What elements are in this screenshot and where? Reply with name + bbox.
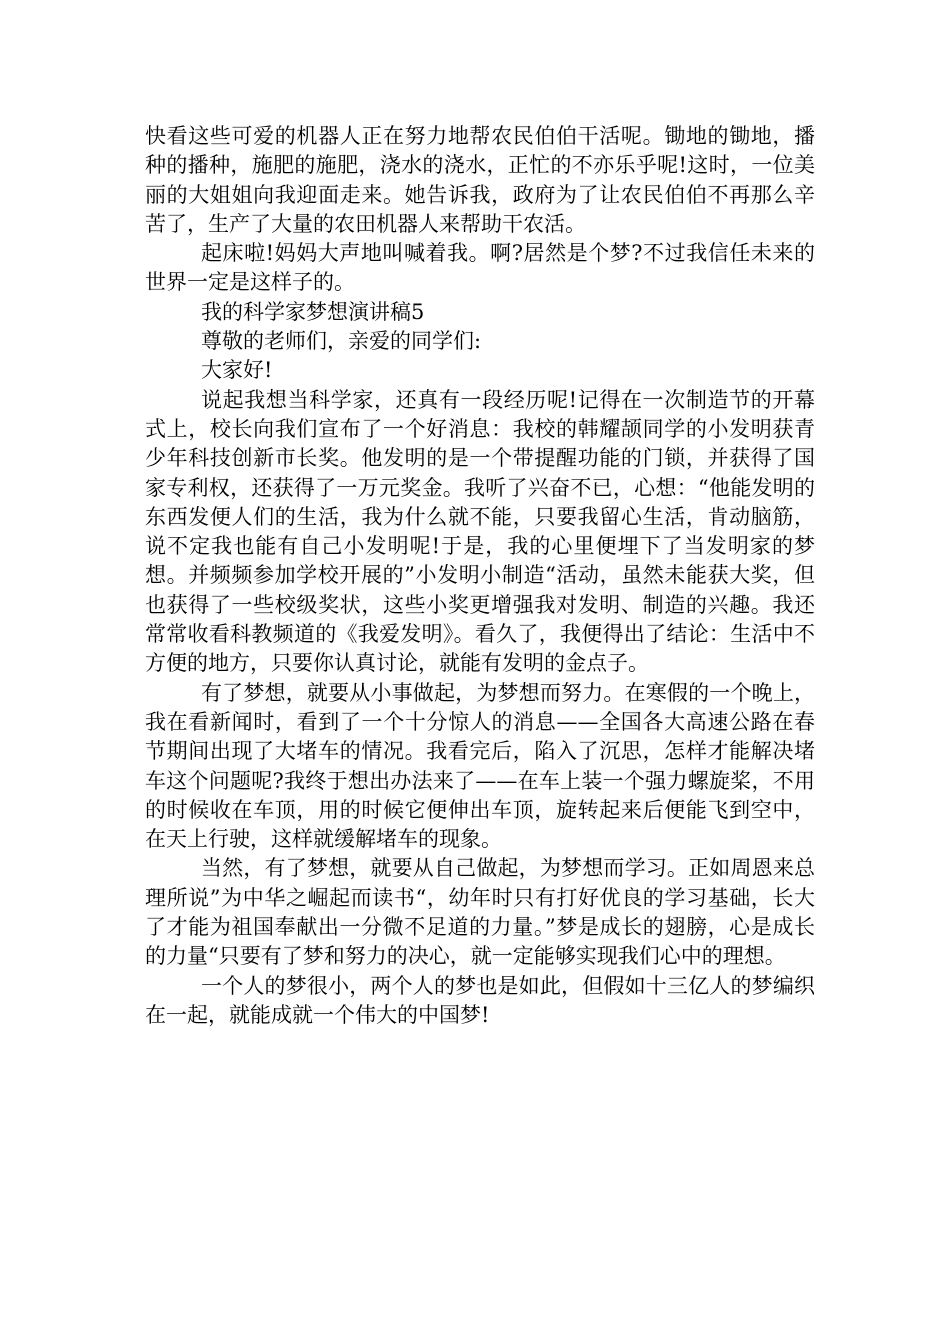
salutation: 尊敬的老师们，亲爱的同学们: [201,329,482,354]
paragraph-2: 起床啦!妈妈大声地叫喊着我。啊?居然是个梦?不过我信任未来的世界一定是这样子的。 [145,241,815,295]
paragraph-9: 一个人的梦很小，两个人的梦也是如此，但假如十三亿人的梦编织在一起，就能成就一个伟大的中国梦! [145,973,815,1027]
paragraph-8: 当然，有了梦想，就要从自己做起，为梦想而学习。正如周恩来总理所说”为中华之崛起而读书“，幼年时只有打好优良的学习基础，长大了才能为祖国奉献出一分微不足道的力量。”梦是成长的翅膀，心是成长的力量“只要有了梦和努力的决心，就一定能够实现我们心中的理想。 [145,856,815,969]
paragraph-6: 说起我想当科学家，还真有一段经历呢!记得在一次制造节的开幕式上，校长向我们宣布了一个好消息：我校的韩耀颉同学的小发明获青少年科技创新市长奖。他发明的是一个带提醒功能的门锁，并获得了国家专利权，还获得了一万元奖金。我听了兴奋不已，心想：“他能发明的东西发便人们的生活，我为什么就不能，只要我留心生活，肯动脑筋，说不定我也能有自己小发明呢!于是，我的心里便埋下了当发明家的梦想。并频频参加学校开展的”小发明小制造“活动，虽然未能获大奖，但也获得了一些校级奖状，这些小奖更增强我对发明、制造的兴趣。我还常常收看科教频道的《我爱发明》。看久了，我便得出了结论：生活中不方便的地方，只要你认真讨论，就能有发明的金点子。 [145,387,815,676]
speech-title: 我的科学家梦想演讲稿5 [201,299,425,324]
paragraph-7: 有了梦想，就要从小事做起，为梦想而努力。在寒假的一个晚上，我在看新闻时，看到了一个十分惊人的消息——全国各大高速公路在春节期间出现了大堵车的情况。我看完后，陷入了沉思，怎样才能解决堵车这个问题呢?我终于想出办法来了——在车上装一个强力螺旋桨，不用的时候收在车顶，用的时候它便伸出车顶，旋转起来后便能飞到空中，在天上行驶，这样就缓解堵车的现象。 [145,680,815,852]
paragraph-1: 快看这些可爱的机器人正在努力地帮农民伯伯干活呢。锄地的锄地，播种的播种，施肥的施肥，浇水的浇水，正忙的不亦乐乎呢!这时，一位美丽的大姐姐向我迎面走来。她告诉我，政府为了让农民伯伯不再那么辛苦了，生产了大量的农田机器人来帮助干农活。 [145,124,815,236]
document-body [145,122,815,1030]
greeting: 大家好! [201,358,273,383]
